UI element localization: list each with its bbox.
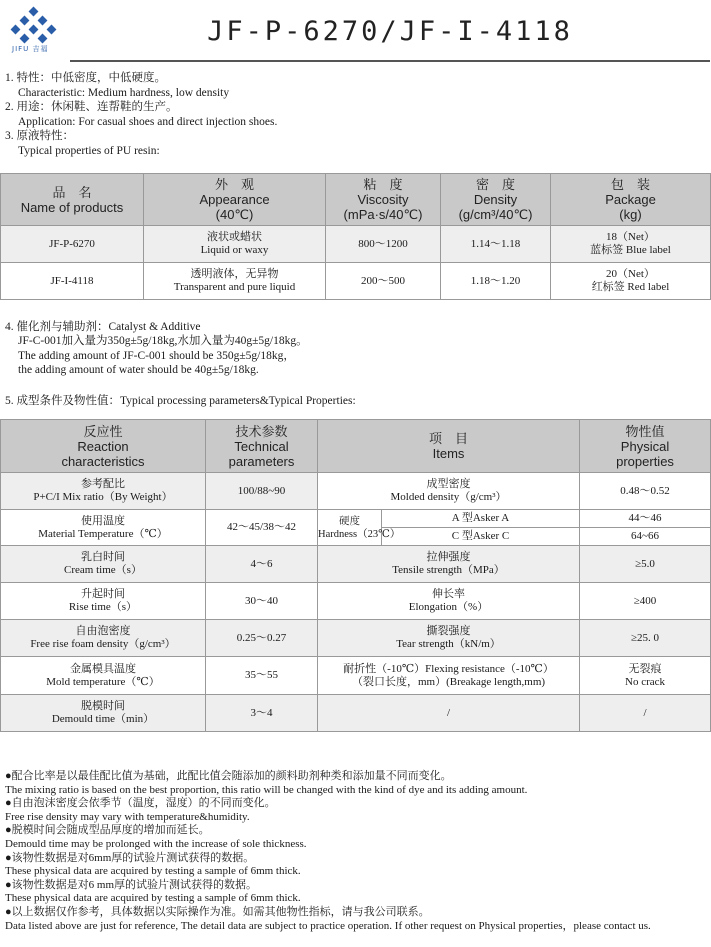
note-line: ●脱模时间会随成型品厚度的增加而延长。: [5, 824, 210, 837]
package-label: 红标签 Red label: [591, 281, 670, 293]
note-line: The mixing ratio is based on the best proportion, this ratio will be changed with the kind of dye and its adding amount.: [5, 783, 528, 796]
appearance-cell: [144, 226, 326, 263]
package-weight: 18（Net）: [606, 231, 655, 243]
application-cn: 2. 用途：休闲鞋、连帮鞋的生产。: [5, 101, 178, 113]
resin-props-cn: 3. 原液特性：: [5, 130, 74, 142]
characteristic-cn: 1. 特性：中低密度，中低硬度。: [5, 72, 166, 84]
note-line: ●自由泡沫密度会依季节（温度，湿度）的不同而变化。: [5, 797, 276, 810]
header-unit: (mPa·s/40℃): [343, 207, 423, 222]
header-divider: [70, 60, 710, 62]
param-value: 0.25～0.27: [206, 620, 318, 657]
product-name: JF-P-6270: [1, 226, 144, 263]
header-cn: 物性值: [625, 423, 665, 439]
hardness-label-cell: [318, 510, 401, 546]
item-en: Tensile strength（MPa）: [392, 564, 505, 576]
resin-props-en: Typical properties of PU resin:: [18, 145, 160, 157]
viscosity-value: 200～500: [326, 263, 441, 300]
header-en: Appearance: [199, 192, 270, 207]
reaction-cell: [1, 620, 206, 657]
reaction-cell: [1, 546, 206, 583]
header-cn: 包 装: [610, 177, 650, 192]
property-cn: 无裂痕: [628, 662, 662, 675]
header-cn: 项 目: [429, 431, 469, 446]
header-cn: 技术参数: [235, 423, 288, 439]
item-cn: 撕裂强度: [426, 625, 471, 637]
param-value: 4～6: [206, 546, 318, 583]
note-line: ●以上数据仅作参考，具体数据以实际操作为准。如需其他物性指标，请与我公司联系。: [5, 905, 430, 918]
param-value: 42～45/38～42: [206, 510, 318, 546]
header-cn: 密 度: [475, 177, 515, 192]
header-unit: (g/cm³/40℃): [458, 207, 533, 222]
appearance-en: Liquid or waxy: [200, 244, 269, 256]
reaction-en: Mold temperature（℃）: [46, 675, 160, 688]
resin-properties-table: [0, 173, 711, 300]
logo-text: JIFU 吉福: [12, 45, 49, 53]
table-row: [1, 473, 711, 510]
header-unit: (kg): [619, 207, 642, 222]
notes-section: [5, 770, 651, 933]
item-en: Tear strength（kN/m）: [396, 638, 501, 650]
page-title: JF-P-6270/JF-I-4118: [207, 16, 573, 47]
col-header-items: [318, 420, 580, 473]
hardness-cn: 硬度: [339, 515, 360, 527]
item-cn: 拉伸强度: [426, 551, 471, 563]
reaction-cell: [1, 695, 206, 732]
table-row: [1, 657, 711, 695]
header-cn: 品 名: [52, 184, 92, 200]
item-cell: [318, 657, 580, 695]
item-cell: [318, 620, 580, 657]
hardness-type-a: A 型Asker A: [382, 510, 580, 528]
header-cn: 粘 度: [363, 177, 403, 192]
processing-table: [0, 419, 711, 732]
note-line: These physical data are acquired by testing a sample of 6mm thick.: [5, 865, 301, 878]
note-line: ●配合比率是以最佳配比值为基础，此配比值会随添加的颜料助剂种类和添加量不同而变化。: [5, 770, 452, 782]
reaction-cell: [1, 657, 206, 695]
hardness-type-c: C 型Asker C: [382, 528, 580, 546]
item-cell: [318, 583, 580, 620]
table-row: [1, 510, 711, 528]
hardness-c-value: 64~66: [580, 528, 711, 546]
header-en: Name of products: [20, 199, 124, 215]
reaction-en: Rise time（s）: [68, 601, 138, 613]
col-header-package: [551, 174, 711, 226]
col-header-technical: [206, 420, 318, 473]
header-en: properties: [616, 453, 674, 469]
reaction-cell: [1, 510, 206, 546]
note-line: Demould time may be prolonged with the increase of sole thickness.: [5, 837, 307, 850]
col-header-appearance: [144, 174, 326, 226]
reaction-en: Free rise foam density（g/cm³）: [30, 638, 176, 650]
hardness-a-value: 44～46: [580, 510, 711, 528]
param-value: 35～55: [206, 657, 318, 695]
density-value: 1.14～1.18: [441, 226, 551, 263]
table-row: [1, 583, 711, 620]
catalyst-title: 4. 催化剂与辅助剂：Catalyst & Additive: [5, 321, 201, 333]
appearance-cn: 透明液体，无异物: [190, 268, 279, 280]
item-value: /: [318, 695, 580, 732]
header-en: characteristics: [61, 453, 145, 469]
header-en: Items: [432, 446, 465, 461]
reaction-cell: [1, 583, 206, 620]
note-line: ●该物性数据是对6 mm厚的试验片测试获得的数据。: [5, 878, 258, 891]
reaction-en: Material Temperature（℃）: [38, 527, 168, 540]
reaction-cn: 乳白时间: [81, 551, 125, 563]
col-header-physical: [580, 420, 711, 473]
note-line: These physical data are acquired by testing a sample of 6mm thick.: [5, 892, 301, 905]
reaction-cn: 脱模时间: [81, 700, 125, 712]
density-value: 1.18～1.20: [441, 263, 551, 300]
col-header-reaction: [1, 420, 206, 473]
reaction-en: Cream time（s）: [64, 564, 142, 576]
table-row: [1, 620, 711, 657]
col-header-viscosity: [326, 174, 441, 226]
reaction-cn: 金属模具温度: [70, 662, 136, 675]
property-en: No crack: [625, 675, 666, 688]
property-cell: [580, 657, 711, 695]
package-cell: [551, 263, 711, 300]
property-value: /: [580, 695, 711, 732]
header-en: parameters: [228, 453, 295, 469]
reaction-cn: 参考配比: [81, 478, 125, 490]
header-cn: 反应性: [83, 423, 123, 439]
appearance-cn: 液状或蜡状: [207, 231, 262, 243]
item-en: Molded density（g/cm³）: [390, 491, 507, 503]
item-line-2: （裂口长度，mm）(Breakage length,mm): [351, 675, 546, 688]
col-header-density: [441, 174, 551, 226]
header-en: Physical: [620, 438, 670, 454]
header-en: Technical: [234, 438, 289, 454]
catalyst-en-2: the adding amount of water should be 40g±5g/18kg.: [18, 364, 259, 376]
header-en: Reaction: [77, 438, 129, 454]
property-value: 0.48～0.52: [580, 473, 711, 510]
package-cell: [551, 226, 711, 263]
reaction-cn: 升起时间: [81, 588, 125, 600]
param-value: 3～4: [206, 695, 318, 732]
table-row: [1, 695, 711, 732]
table-row: [1, 263, 711, 300]
appearance-cell: [144, 263, 326, 300]
viscosity-value: 800～1200: [326, 226, 441, 263]
catalyst-en-1: The adding amount of JF-C-001 should be 350g±5g/18kg，: [18, 350, 295, 362]
header-en: Package: [605, 192, 656, 207]
param-value: 30～40: [206, 583, 318, 620]
reaction-cell: [1, 473, 206, 510]
item-cn: 成型密度: [426, 478, 471, 490]
appearance-en: Transparent and pure liquid: [173, 281, 296, 293]
item-cell: [318, 473, 580, 510]
application-en: Application: For casual shoes and direct injection shoes.: [18, 116, 278, 128]
note-line: Data listed above are just for reference, The detail data are subject to practice operation. If other request on Physical properties，please contact us.: [5, 919, 651, 932]
property-value: ≥25. 0: [580, 620, 711, 657]
product-name: JF-I-4118: [1, 263, 144, 300]
reaction-en: Demould time（min）: [51, 713, 155, 725]
col-header-name: [1, 174, 144, 226]
property-value: ≥400: [580, 583, 711, 620]
header-en: Viscosity: [357, 192, 409, 207]
param-value: 100/88~90: [206, 473, 318, 510]
characteristic-en: Characteristic: Medium hardness, low density: [18, 87, 230, 99]
section5-title: 5. 成型条件及物性值：Typical processing parameters&Typical Properties:: [5, 395, 356, 407]
note-line: Free rise density may vary with temperature&humidity.: [5, 810, 250, 823]
item-cn: 伸长率: [432, 588, 465, 600]
header-cn: 外 观: [214, 177, 254, 192]
item-cell: [318, 546, 580, 583]
table-row: [1, 226, 711, 263]
package-label: 蓝标签 Blue label: [590, 244, 671, 256]
header-unit: (40℃): [215, 207, 254, 222]
reaction-en: P+C/I Mix ratio（By Weight）: [33, 491, 173, 503]
table-row: [1, 546, 711, 583]
reaction-cn: 自由泡密度: [75, 625, 131, 637]
property-value: ≥5.0: [580, 546, 711, 583]
catalyst-cn: JF-C-001加入量为350g±5g/18kg,水加入量为40g±5g/18kg。: [18, 335, 308, 347]
page-header: [0, 0, 710, 62]
item-line-1: 耐折性（-10℃）Flexing resistance（-10℃）: [343, 662, 554, 675]
item-en: Elongation（%）: [408, 601, 489, 613]
note-line: ●该物性数据是对6mm厚的试验片测试获得的数据。: [5, 851, 255, 864]
hardness-en: Hardness（23℃）: [318, 528, 401, 540]
reaction-cn: 使用温度: [81, 514, 125, 527]
header-en: Density: [473, 192, 518, 207]
package-weight: 20（Net）: [606, 268, 655, 280]
